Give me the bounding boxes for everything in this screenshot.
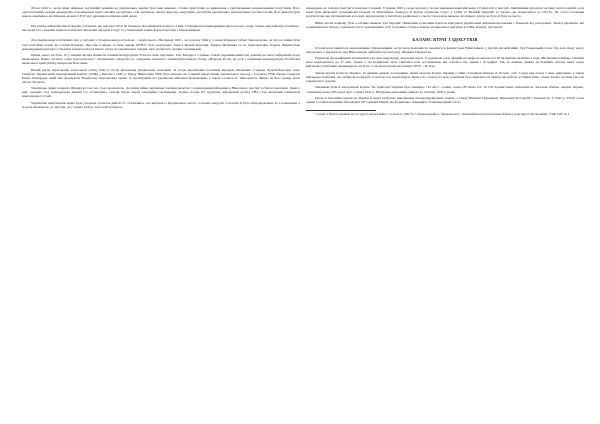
body-paragraph: переведено до західної Австрії в пошуках Словенії. 8 травня 1945 р. вона здалася у полон американським військам у Радштадті в Австрії. Дивізійники втратили частину своїх позицій, хоча вони були визволені громадянами Польщі за ініціативою Андерса, й відтак отримали статус у США та Великій Британії за умови «не повертатися до СРСР». Це стало головним результатом, яке підтримували в полоні, віддаленому в Англії від радянського союзу. Сам вождь вважав, що ніякого уряду не було й бути не могло.: [306, 6, 584, 19]
left-page-column: [22, 6, 300, 420]
body-paragraph: Новий раунд переговорів розпочався улітку 1944 р. після звільнення українських політиків. За згоди українських політиків Бандери, Мельника, Стецька, Бульби-Боровця тощо утворено Український національний комітет (УНК) у Берліні з 1945 р. Уряду Німеччини УНК було визнано як «єдиний представник українського народу». Головою УНК обрано генерала Павла Шандрука, який мав формувати Українську національну армію та організувати всі українські військові формування, а також очолити їх. Чисельність бійців, на його думку, мала сягати 50 тисяч.: [22, 67, 300, 84]
body-paragraph: Війна проти нацизму була особливо важкою для України. Чималими зусиллями вдалося врятувати українських військовополонених і біженців від репатріації. Тисячі українців, які залишилися на Заході, отримали статус переміщених осіб та пізніше стали основою післявоєнної еміграції в США, Канаді, Австралії.: [306, 20, 584, 29]
page-gutter: [296, 0, 304, 424]
section-heading: БАЛАНС ВТРАТ І ЗДОБУТКІВ: [412, 36, 478, 42]
body-paragraph: Українська національна армія була утворена з решток дивізії СС «Галичина», що вибувала з Бродівського котла, та нових рекрутів. Спочатку її було підпорядковано до Словаччини, а згодом переведено до Австрії, де у травні 1945 р. вона капітулювала.: [22, 100, 300, 109]
body-paragraph: Історія воєн пишеться переможцями. Переможцями, котрі мали можливість переписати фашистське Німеччиною у другій світовій війні, був Радянський Союз. Це дало йому змогу паралельно з перемогою над Німеччиною здійснити пропаганду «Великої Перемоги».: [306, 45, 584, 54]
footnote: ¹ Сутика Т. Втрати українців під час другої світової війни // Сучасність. 1992. № 7. Перевальський А., Перевальська С. Демографічні втрати населення України у роки Другої світової війни // УІЖ. 1995. № 2.: [315, 112, 570, 117]
footnote-divider: [306, 110, 376, 111]
body-paragraph: Разом із тим війна принесла Україні й певні здобутки: приєднання західноукраїнських земель, а також Північної Буковини, Південної Бессарабії і Закарпаття. У 1945 р. УРСР стала одним із співзасновників Організації Об’єднаних Націй, що формально підвищило її міжнародний статус.: [306, 95, 584, 104]
body-paragraph: Радянські фальсифікації починалися уже при підрахунку людських втрат. У радянські часи офіційною цифрою вважалося 20 мільйонів загиблих в ході «Вітчизняної війни». Пізніше вона коригувалася до 27 млн. Однак у пострадянські часи з’явилися нові дослідження, які ставлять під сумнів і ці цифри. Так, за даними деяких дослідників, втрати лише серед військовослужбовців перевищують 10 млн., а загальні втрати населення СРСР – 40 млн.: [306, 56, 584, 69]
body-paragraph: Українська армія генерала Шандрука так і не стала реальністю. До кінця війни українські частини вели бої з радянськими військами в Німеччині, Австрії та Чехословаччині. Деякі з них, зокрема 14-а гренадерська дивізія СС «Галичина», склали зброю перед західними союзниками. Однак, попри всі труднощі, військовий досвід УНА став значущим елементом національної історії.: [22, 86, 300, 99]
body-paragraph: Значними були й матеріальні втрати. На території України було знищено 714 міст і селищ, понад 28 тисяч сіл, 16 150 промислових підприємств. Загальні збитки, завдані Україні, становили понад 285 млрд. крб. у цінах 1941 р. Відбудова економіки тривала до початку 1950-х років.: [306, 85, 584, 94]
body-paragraph: Для українських політичних сил у ситуації з гітлерівським розгромом – і криза цього. Насправді 1943 – на початку 1944 р. у концтабірному таборі Заксенгаузен, де під час війни були такі політичні в’язні як Степан Бандера, Ярослав Стецько та інші лідери ОУН-б, було відпущено Тараса Бульбу-Боровця, Андрія Мельника та ін. національних лідерів. Фашистське командування прагнуло створити умови психологічного тиску на українських лідерів, щоб зробити їх своїми союзниками.: [22, 38, 300, 51]
body-paragraph: Однак, цього не було, бо у певних місцях фашисти залишили підрозділи УПА на свою протидію. Так, Бандера і Стецько стояли першими вимагати, деякий час мало інформації щодо визволення. Певна частина з них підготувалася і плануванню лідерства до створення спільного антикомуністичного блоку «Народів Росії» на чолі з колишнім командувачем Російської визвольної армії (РОА) генералом Власовим.: [22, 53, 300, 66]
right-page-column: [306, 6, 584, 420]
body-paragraph: Під кінець війни Москва й Берлін з’ясували, що народи СРСР не бажають підтримувати жодного з них. Гітлерівське командування проголосило «нову східно-європейську політику», яка полягала у наданні певної політичної автономії народам Сходу та у визначенні нових форм боротьби з більшовизмом.: [22, 24, 300, 33]
body-paragraph: Літом 1944 р., коли деякі німецькі окупаційні режими на українських землях було вже вирвано, Сталін приступив до виявлення з українськими національними почуттями. Його «ідеологічний» режим «федерації» в розширенні прав союзних республік» став частиною закону. Коротко «внутріші» республік українських національних частин Сталін, його вимоги були новою зовнішньо-політичною мовою СРСР від держави на міжнародній арені.: [22, 6, 300, 19]
body-paragraph: Значні втрати понесла Україна. За даними деяких дослідників, прямі людські втрати України у війні становили близько 8–10 млн. осіб. Серед них понад 5 млн. цивільних, а також військовослужбовці, що загинули на фронті, в полоні та в концтаборах. Крім того, понад 2,3 млн. українців було вивезено на примусові роботи до Німеччини, з яких значна частина так і не повернулась додому.: [306, 70, 584, 84]
